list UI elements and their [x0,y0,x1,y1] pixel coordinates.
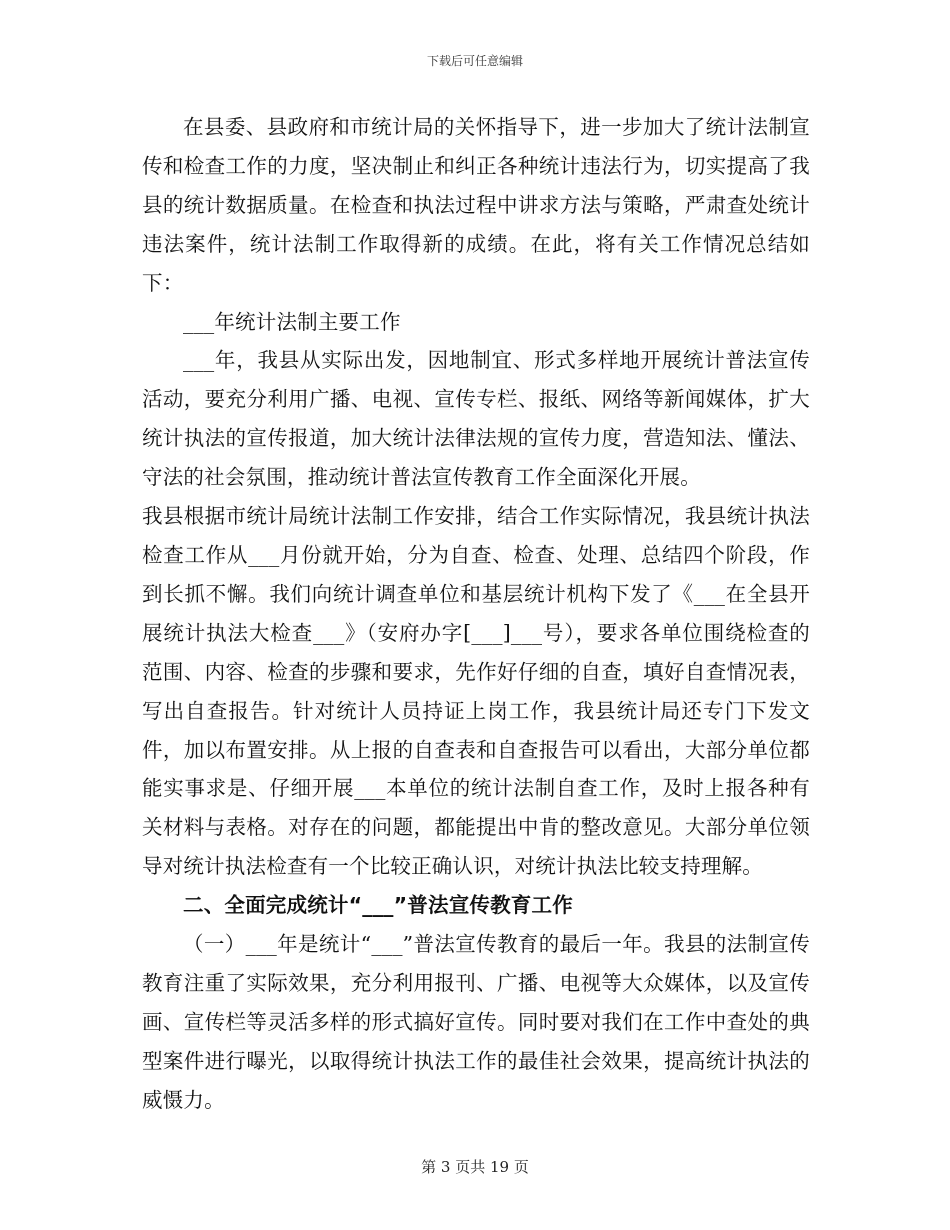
section-heading-main-work: ___年统计法制主要工作 [183,309,401,334]
page-header: 下载后可任意编辑 [426,54,523,68]
sub-section-one-paragraph: （一）___年是统计“___”普法宣传教育的最后一年。我县的法制宣传教育注重了实际效果，充分利用报刊、广播、电视等大众媒体，以及宣传画、宣传栏等灵活多样的形式搞好宣传。同时要对我们在工作中查处的典型案件进行曝光，以取得统计执法工作的最佳社会效果，提高统计执法的威慑力。 [142,932,810,1112]
page-footer: 第 3 页共 19 页 [421,1158,529,1176]
document-body [142,108,810,1120]
inspection-paragraph: 我县根据市统计局统计法制工作安排，结合工作实际情况，我县统计执法检查工作从___月份就开始，分为自查、检查、处理、总结四个阶段，作到长抓不懈。我们向统计调查单位和基层统计机构下发了《___在全县开展统计执法大检查___》（安府办字[___]___号），要求各单位围绕检查的范围、内容、检查的步骤和要求，先作好仔细的自查，填好自查情况表，写出自查报告。针对统计人员持证上岗工作，我县统计局还专门下发文件，加以布置安排。从上报的自查表和自查报告可以看出，大部分单位都能实事求是、仔细开展___本单位的统计法制自查工作，及时上报各种有关材料与表格。对存在的问题，都能提出中肯的整改意见。大部分单位领导对统计执法检查有一个比较正确认识，对统计执法比较支持理解。 [142,504,810,879]
publicity-paragraph: ___年，我县从实际出发，因地制宜、形式多样地开展统计普法宣传活动，要充分利用广播、电视、宣传专栏、报纸、网络等新闻媒体，扩大统计执法的宣传报道，加大统计法律法规的宣传力度，营造知法、懂法、守法的社会氛围，推动统计普法宣传教育工作全面深化开展。 [142,348,810,490]
intro-paragraph: 在县委、县政府和市统计局的关怀指导下，进一步加大了统计法制宣传和检查工作的力度，坚决制止和纠正各种统计违法行为，切实提高了我县的统计数据质量。在检查和执法过程中讲求方法与策略，严肃查处统计违法案件，统计法制工作取得新的成绩。在此，将有关工作情况总结如下： [142,115,810,295]
section-heading-two: 二、全面完成统计“___”普法宣传教育工作 [183,893,573,918]
